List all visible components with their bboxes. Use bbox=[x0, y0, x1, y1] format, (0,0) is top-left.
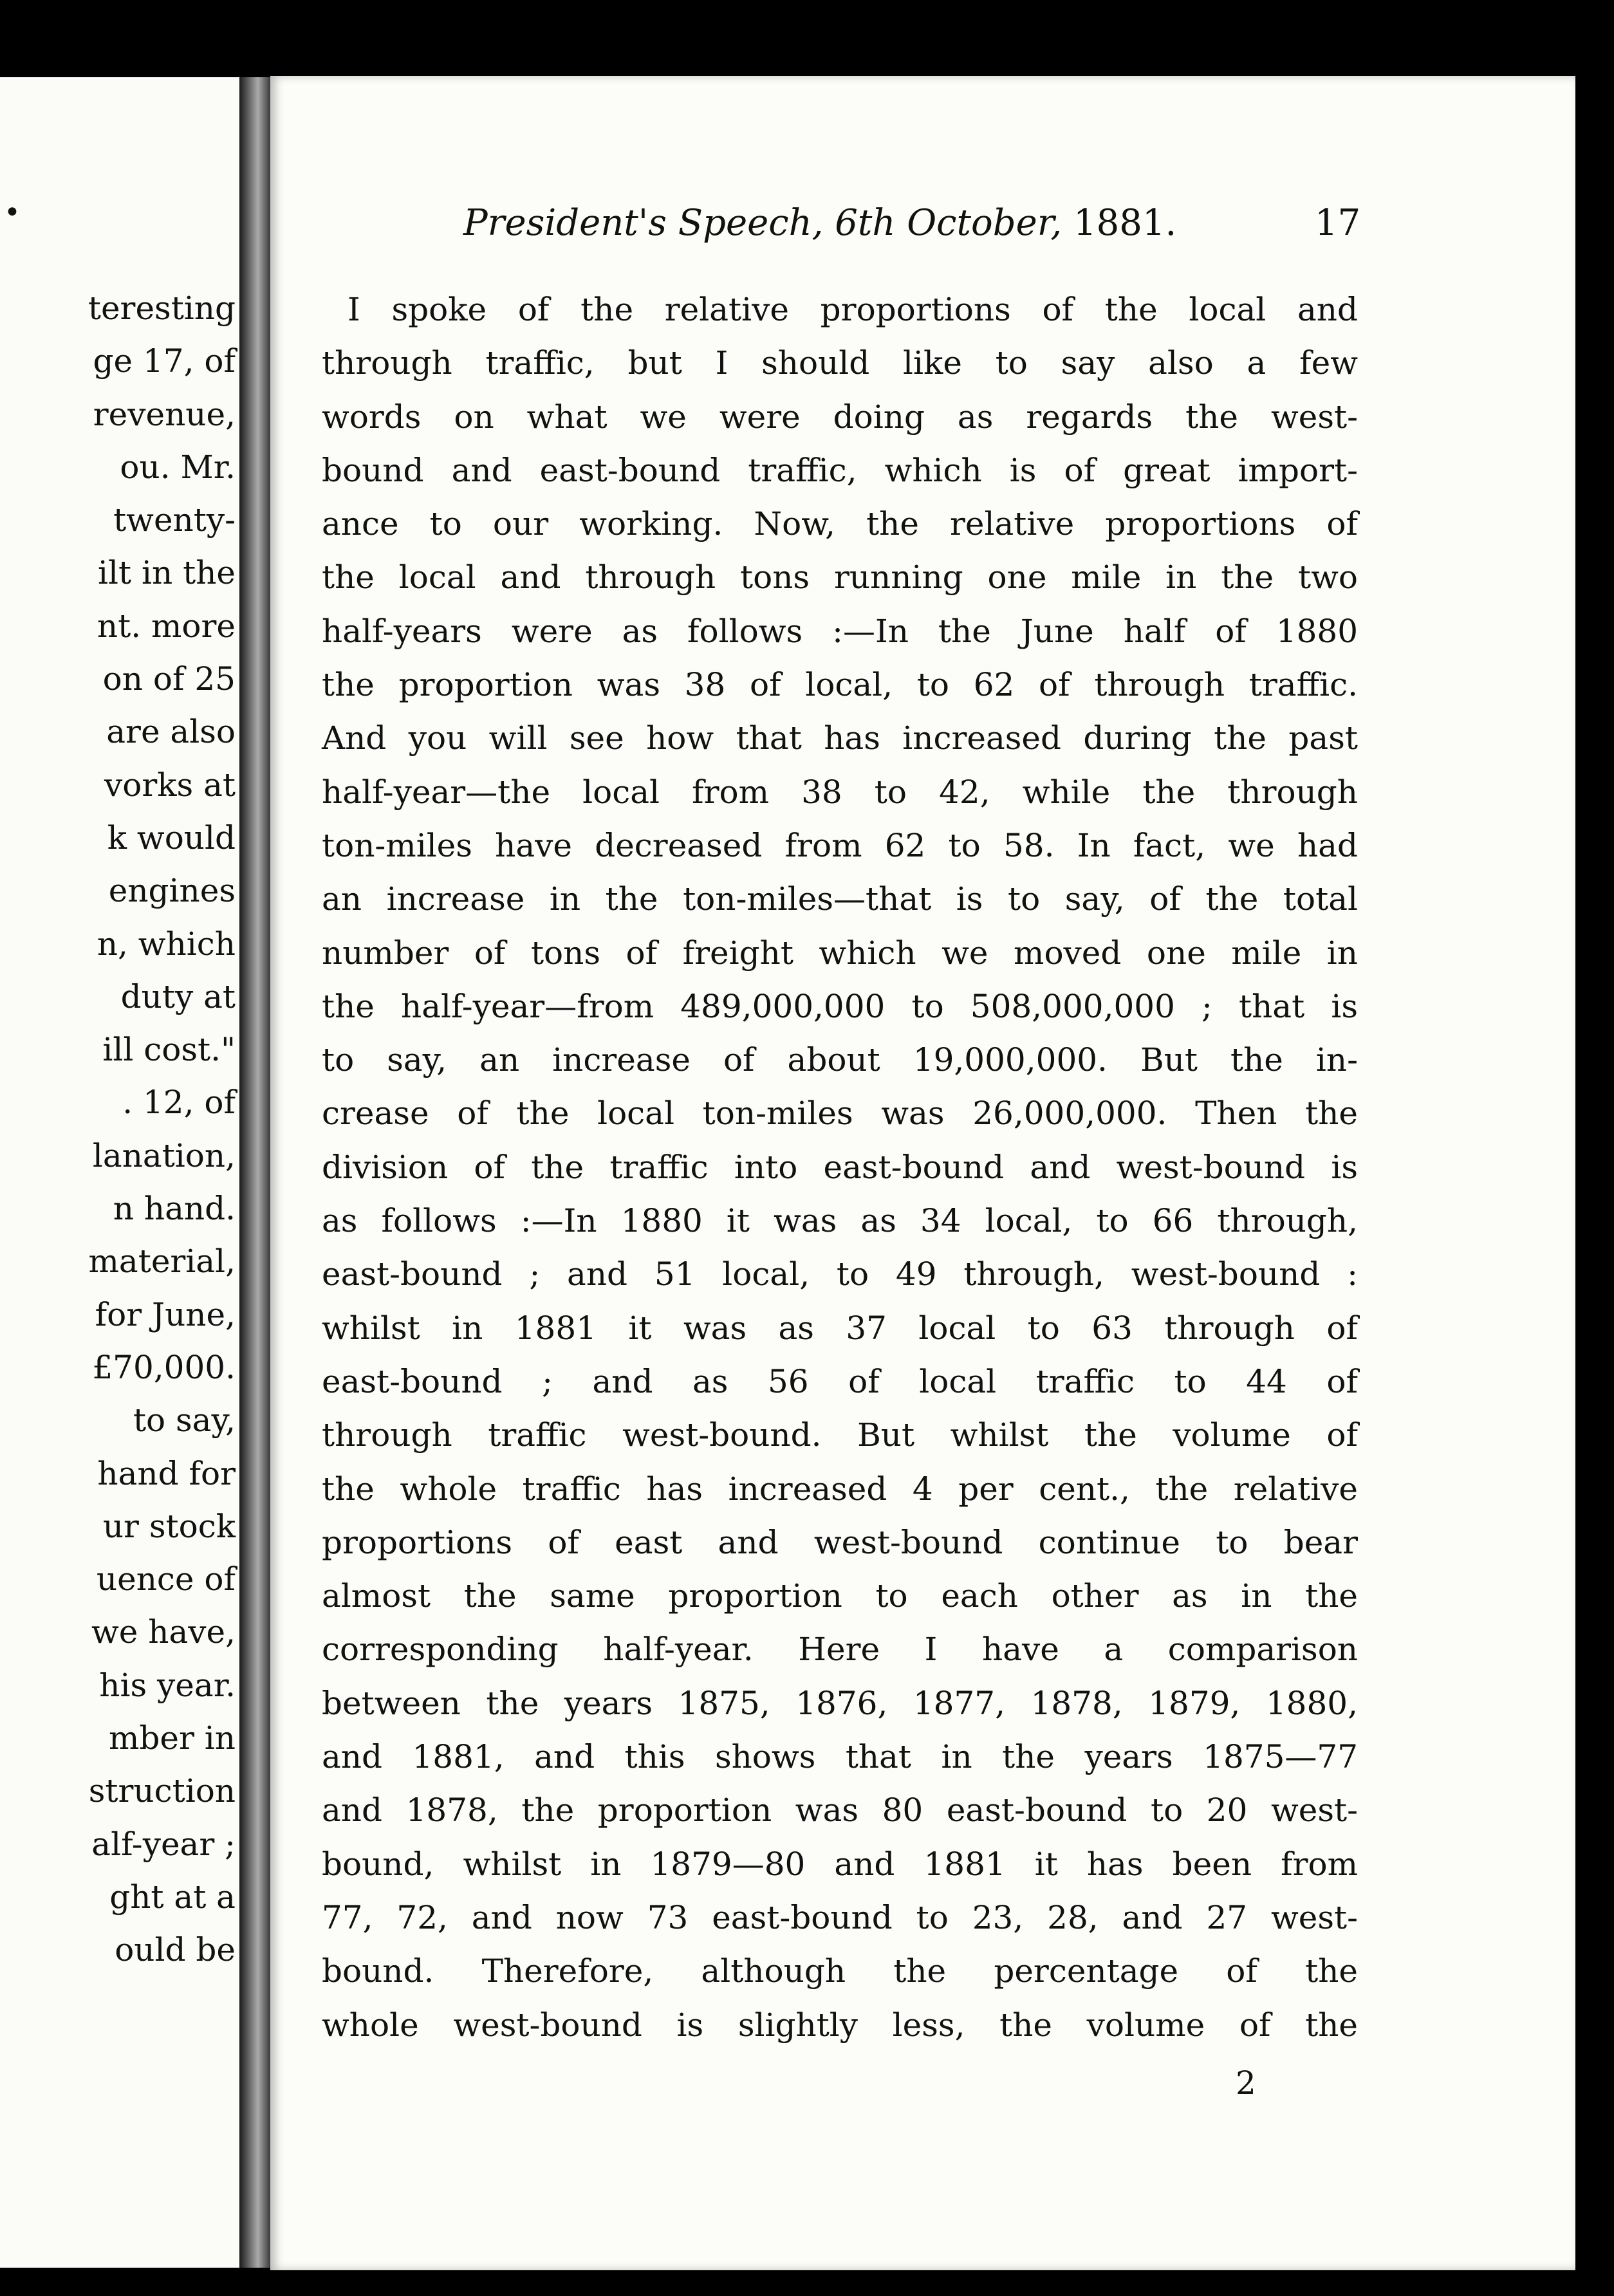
body-line: bound, whilst in 1879—80 and 1881 it has been from bbox=[322, 1845, 1358, 1883]
body-line: 77, 72, and now 73 east-bound to 23, 28, and 27 west- bbox=[322, 1898, 1358, 1936]
running-header bbox=[463, 202, 1614, 244]
body-line: and 1878, the proportion was 80 east-bound to 20 west- bbox=[322, 1791, 1358, 1829]
book-gutter bbox=[239, 77, 270, 2268]
body-line: the proportion was 38 of local, to 62 of through traffic. bbox=[322, 666, 1358, 704]
body-line: proportions of east and west-bound continue to bear bbox=[322, 1523, 1358, 1561]
left-page-line: we have, bbox=[91, 1613, 236, 1651]
body-line: almost the same proportion to each other as in the bbox=[322, 1577, 1358, 1615]
left-page-text bbox=[0, 282, 236, 1977]
left-page-line: ou. Mr. bbox=[120, 448, 236, 486]
body-line: whilst in 1881 it was as 37 local to 63 through of bbox=[322, 1309, 1358, 1347]
body-line: as follows :—In 1880 it was as 34 local, to 66 through, bbox=[322, 1202, 1358, 1240]
left-page-line: n, which bbox=[97, 925, 236, 963]
left-page-line: are also bbox=[106, 713, 236, 751]
left-page-line: k would bbox=[107, 819, 236, 856]
body-line: east-bound ; and 51 local, to 49 through, west-bound : bbox=[322, 1255, 1358, 1293]
body-line: whole west-bound is slightly less, the volume of the bbox=[322, 2006, 1358, 2044]
signature-mark: 2 bbox=[1236, 2064, 1256, 2102]
body-line: the local and through tons running one mile in the two bbox=[322, 559, 1358, 597]
left-page-line: vorks at bbox=[104, 766, 236, 804]
left-page-line: alf-year ; bbox=[91, 1825, 236, 1863]
body-line: crease of the local ton-miles was 26,000,000. Then the bbox=[322, 1095, 1358, 1133]
body-line: number of tons of freight which we moved one mile in bbox=[322, 934, 1358, 972]
body-line: to say, an increase of about 19,000,000. But the in- bbox=[322, 1041, 1358, 1079]
body-line: and 1881, and this shows that in the years 1875—77 bbox=[322, 1738, 1358, 1776]
left-page-line: engines bbox=[108, 872, 236, 910]
body-line: ance to our working. Now, the relative proportions of bbox=[322, 505, 1358, 543]
left-page-line: ilt in the bbox=[98, 554, 236, 592]
left-page-line: twenty- bbox=[113, 501, 236, 539]
left-page-mark: • bbox=[4, 196, 21, 229]
left-page-line: nt. more bbox=[97, 607, 236, 645]
left-page-line: material, bbox=[88, 1243, 236, 1281]
left-page-line: struction bbox=[88, 1772, 236, 1810]
left-page-line: hand for bbox=[97, 1454, 236, 1492]
body-line: And you will see how that has increased during the past bbox=[322, 719, 1358, 757]
running-header-year: 1881. bbox=[1073, 202, 1177, 244]
page-number: 17 bbox=[1315, 202, 1361, 244]
left-page-line: £70,000. bbox=[92, 1348, 236, 1386]
body-line: bound. Therefore, although the percentage of the bbox=[322, 1952, 1358, 1990]
main-page bbox=[270, 76, 1575, 2270]
left-page-line: revenue, bbox=[93, 395, 236, 433]
body-line: an increase in the ton-miles—that is to say, of the total bbox=[322, 880, 1358, 918]
body-line: bound and east-bound traffic, which is of great import- bbox=[322, 451, 1358, 489]
left-page-line: for June, bbox=[95, 1295, 236, 1333]
left-page-line: n hand. bbox=[113, 1190, 236, 1228]
body-line: east-bound ; and as 56 of local traffic to 44 of bbox=[322, 1362, 1358, 1400]
left-page-line: uence of bbox=[96, 1560, 236, 1598]
left-page-line: his year. bbox=[99, 1666, 236, 1704]
left-page-line: ght at a bbox=[109, 1878, 236, 1916]
body-line: through traffic west-bound. But whilst the volume of bbox=[322, 1416, 1358, 1454]
running-header-title: President's Speech, 6th October, bbox=[463, 202, 1062, 244]
left-page-line: teresting bbox=[88, 290, 236, 327]
left-page-line: lanation, bbox=[92, 1136, 236, 1174]
body-line: between the years 1875, 1876, 1877, 1878, 1879, 1880, bbox=[322, 1684, 1358, 1722]
left-page-line: ill cost." bbox=[102, 1031, 236, 1069]
body-line: corresponding half-year. Here I have a comparison bbox=[322, 1631, 1358, 1669]
body-line: half-year—the local from 38 to 42, while the through bbox=[322, 773, 1358, 811]
left-page-fade bbox=[0, 2197, 239, 2268]
body-line: ton-miles have decreased from 62 to 58. In fact, we had bbox=[322, 826, 1358, 864]
left-page-line: mber in bbox=[109, 1719, 236, 1757]
left-page-line: ur stock bbox=[102, 1507, 236, 1545]
body-line: division of the traffic into east-bound and west-bound is bbox=[322, 1148, 1358, 1186]
body-line: I spoke of the relative proportions of the local and bbox=[348, 291, 1358, 328]
left-page-line: ould be bbox=[115, 1931, 236, 1969]
body-text bbox=[322, 283, 1358, 2052]
previous-page-fragment bbox=[0, 77, 239, 2268]
body-line: the whole traffic has increased 4 per cent., the relative bbox=[322, 1470, 1358, 1508]
left-page-line: on of 25 bbox=[102, 660, 236, 698]
left-page-line: duty at bbox=[120, 977, 236, 1015]
body-line: the half-year—from 489,000,000 to 508,000,000 ; that is bbox=[322, 987, 1358, 1025]
left-page-line: to say, bbox=[133, 1402, 236, 1440]
body-line: half-years were as follows :—In the June half of 1880 bbox=[322, 612, 1358, 650]
body-line: words on what we were doing as regards the west- bbox=[322, 398, 1358, 436]
left-page-line: ge 17, of bbox=[93, 342, 236, 380]
body-line: through traffic, but I should like to say also a few bbox=[322, 344, 1358, 382]
left-page-line: . 12, of bbox=[122, 1084, 236, 1122]
